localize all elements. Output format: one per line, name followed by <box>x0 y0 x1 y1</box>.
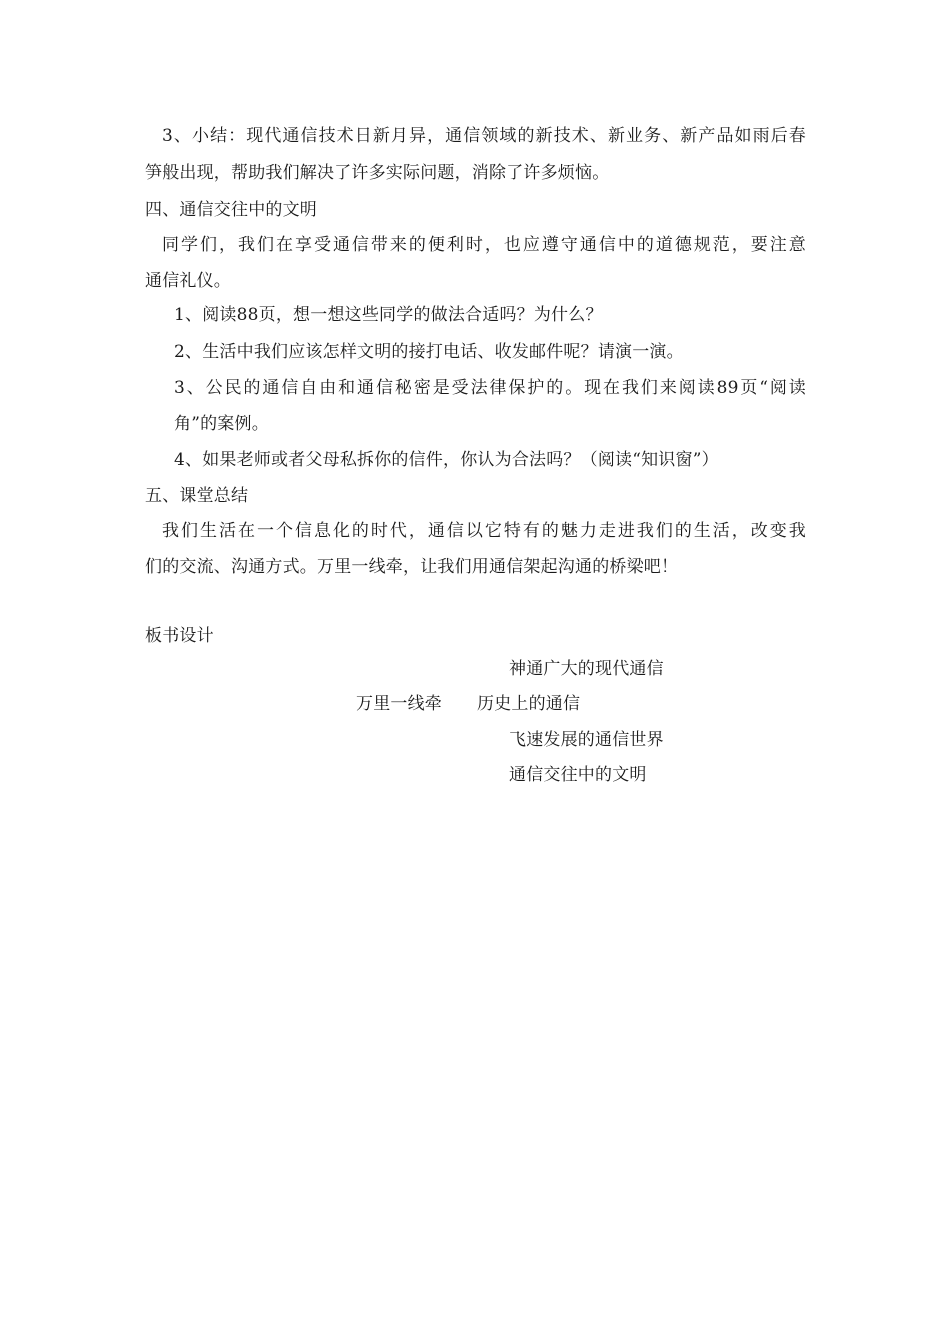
section-5-line-1: 我们生活在一个信息化的时代，通信以它特有的魅力走进我们的生活，改变我 <box>162 521 806 541</box>
section-4-intro-line-2: 通信礼仪。 <box>145 271 231 291</box>
board-branch-4: 通信交往中的文明 <box>509 765 647 785</box>
board-design-heading: 板书设计 <box>145 626 214 646</box>
section-5-heading: 五、课堂总结 <box>145 486 249 506</box>
section-4-heading: 四、通信交往中的文明 <box>145 200 317 220</box>
board-branch-2: 历史上的通信 <box>477 694 581 714</box>
summary-line-1: 3、小结：现代通信技术日新月异，通信领域的新技术、新业务、新产品如雨后春 <box>162 126 806 146</box>
section-4-item-4: 4、如果老师或者父母私拆你的信件，你认为合法吗？（阅读“知识窗”） <box>174 450 719 470</box>
section-4-item-3-line-1: 3、公民的通信自由和通信秘密是受法律保护的。现在我们来阅读89页“阅读 <box>174 378 806 398</box>
board-branch-3: 飞速发展的通信世界 <box>509 730 664 750</box>
summary-line-2: 笋般出现，帮助我们解决了许多实际问题，消除了许多烦恼。 <box>145 163 610 183</box>
board-branch-1: 神通广大的现代通信 <box>509 659 664 679</box>
section-4-item-2: 2、生活中我们应该怎样文明的接打电话、收发邮件呢？请演一演。 <box>174 342 684 362</box>
section-4-item-3-line-2: 角”的案例。 <box>174 414 269 434</box>
section-4-item-1: 1、阅读88页，想一想这些同学的做法合适吗？为什么？ <box>174 305 603 325</box>
section-4-intro-line-1: 同学们，我们在享受通信带来的便利时，也应遵守通信中的道德规范，要注意 <box>162 235 806 255</box>
board-main-title: 万里一线牵 <box>356 694 442 714</box>
section-5-line-2: 们的交流、沟通方式。万里一线牵，让我们用通信架起沟通的桥梁吧！ <box>145 557 679 577</box>
